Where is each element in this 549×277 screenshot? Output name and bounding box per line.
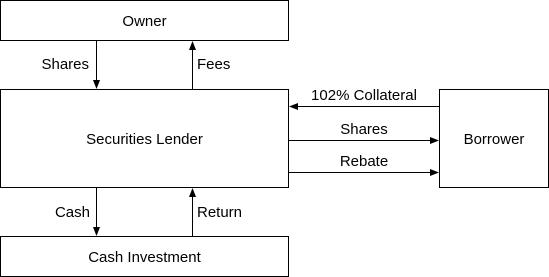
securities-lender-label: Securities Lender [86, 131, 203, 148]
cash-lender-to-investment-label: Cash [54, 204, 90, 221]
shares-owner-to-lender-arrow [93, 41, 100, 89]
rebate-lender-to-borrower-arrow [289, 169, 439, 176]
cash-investment-label: Cash Investment [88, 249, 201, 266]
borrower-label: Borrower [463, 131, 525, 148]
fees-lender-to-owner-arrow [189, 41, 196, 89]
rebate-lender-to-borrower-label: Rebate [339, 153, 389, 170]
shares-lender-to-borrower-arrow [289, 137, 439, 144]
collateral-borrower-to-lender-label: 102% Collateral [311, 87, 417, 104]
collateral-borrower-to-lender-arrow [289, 103, 439, 110]
shares-owner-to-lender-label: Shares [41, 56, 89, 73]
cash-lender-to-investment-arrow [93, 188, 100, 236]
owner-label: Owner [122, 13, 167, 30]
return-investment-to-lender-label: Return [197, 204, 243, 221]
shares-lender-to-borrower-label: Shares [340, 121, 388, 138]
return-investment-to-lender-arrow [189, 188, 196, 236]
fees-lender-to-owner-label: Fees [197, 56, 231, 73]
